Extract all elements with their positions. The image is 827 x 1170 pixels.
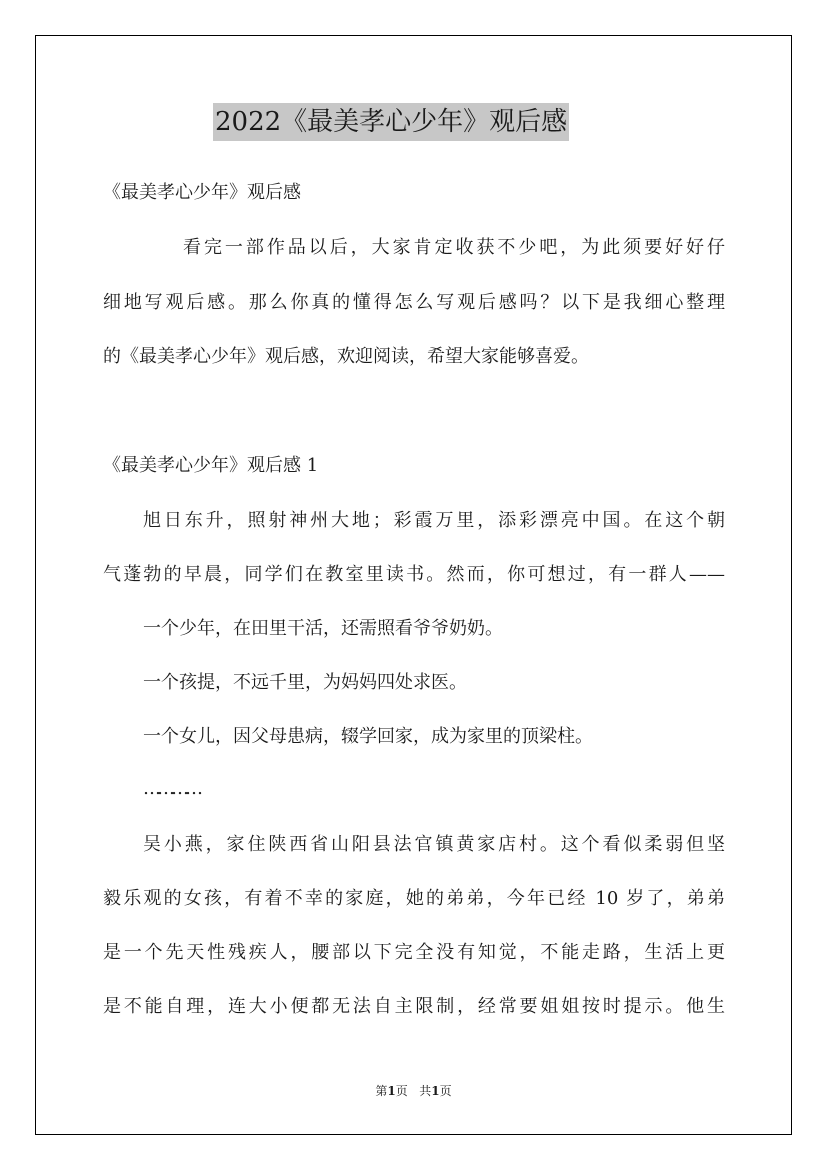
- document-subtitle: 《最美孝心少年》观后感: [103, 182, 301, 203]
- intro-line-2: 细地写观后感。那么你真的懂得怎么写观后感吗？以下是我细心整理: [103, 292, 725, 313]
- footer-total-number: 1: [431, 1084, 440, 1098]
- footer-page-prefix: 第: [375, 1084, 388, 1098]
- document-title: 2022《最美孝心少年》观后感: [213, 103, 569, 141]
- body-line-8: 毅乐观的女孩，有着不幸的家庭，她的弟弟，今年已经 10 岁了，弟弟: [103, 888, 725, 909]
- body-line-7: 吴小燕，家住陕西省山阳县法官镇黄家店村。这个看似柔弱但坚: [143, 834, 725, 855]
- section-heading: 《最美孝心少年》观后感 1: [103, 455, 319, 476]
- body-line-1: 旭日东升，照射神州大地；彩霞万里，添彩漂亮中国。在这个朝: [143, 510, 725, 531]
- footer-page-number: 1: [387, 1084, 396, 1098]
- footer-total-suffix: 页: [439, 1084, 452, 1098]
- body-line-3: 一个少年，在田里干活，还需照看爷爷奶奶。: [143, 618, 503, 639]
- body-line-4: 一个孩提，不远千里，为妈妈四处求医。: [143, 672, 467, 693]
- intro-line-1: 看完一部作品以后，大家肯定收获不少吧，为此须要好好仔: [183, 237, 725, 258]
- footer-page-suffix: 页: [395, 1084, 408, 1098]
- body-line-10: 是不能自理，连大小便都无法自主限制，经常要姐姐按时提示。他生: [103, 996, 725, 1017]
- body-line-9: 是一个先天性残疾人，腰部以下完全没有知觉，不能走路，生活上更: [103, 942, 725, 963]
- body-line-5: 一个女儿，因父母患病，辍学回家，成为家里的顶梁柱。: [143, 726, 593, 747]
- footer-total-prefix: 共: [419, 1084, 432, 1098]
- body-line-2: 气蓬勃的早晨，同学们在教室里读书。然而，你可想过，有一群人——: [103, 564, 725, 585]
- body-ellipsis: …………: [143, 778, 199, 799]
- intro-line-3: 的《最美孝心少年》观后感，欢迎阅读，希望大家能够喜爱。: [103, 346, 589, 367]
- page-footer: [0, 1083, 827, 1099]
